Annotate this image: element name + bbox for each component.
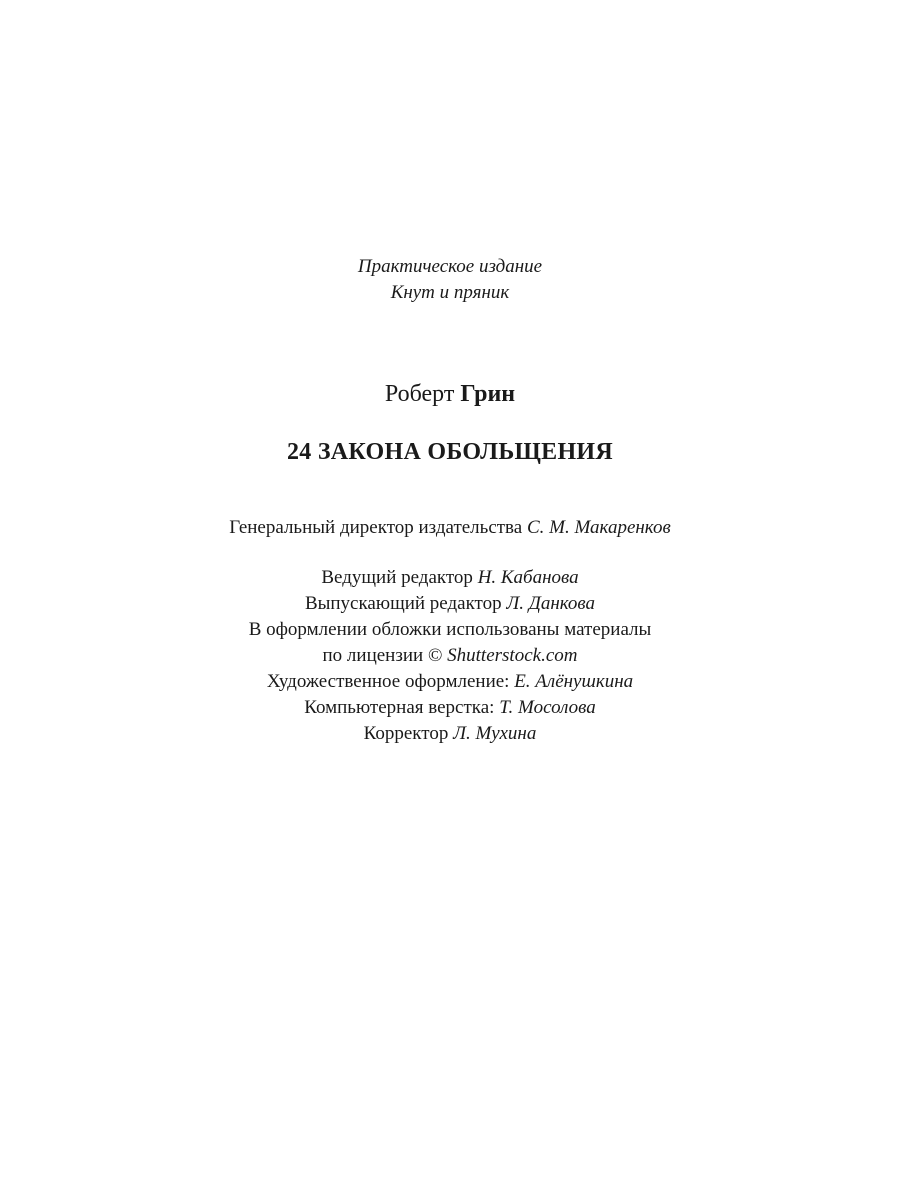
author-name (0, 378, 900, 410)
author-last-name: Грин (460, 381, 516, 407)
credits-block (0, 565, 900, 747)
issuing-editor-role: Выпускающий редактор (304, 593, 502, 614)
author-first-name: Роберт (384, 381, 455, 407)
layout-name: Т. Мосолова (499, 697, 596, 718)
issuing-editor-line (0, 591, 900, 617)
series-name: Кнут и пряник (390, 282, 510, 303)
layout-role: Компьютерная верстка: (304, 697, 495, 718)
issuing-editor-name: Л. Данкова (506, 593, 596, 614)
director-role: Генеральный директор издательства (229, 517, 523, 538)
lead-editor-name: Н. Кабанова (477, 567, 579, 588)
director-line (0, 515, 900, 541)
lead-editor-line (0, 565, 900, 591)
art-design-role: Художественное оформление: (266, 671, 510, 692)
cover-license-line (0, 643, 900, 669)
art-design-name: Е. Алёнушкина (514, 671, 634, 692)
director-name: С. М. Макаренков (526, 517, 671, 538)
series-info (0, 254, 900, 306)
layout-line (0, 695, 900, 721)
proofreader-name: Л. Мухина (453, 723, 537, 744)
proofreader-role: Корректор (363, 723, 449, 744)
cover-materials-line: В оформлении обложки использованы материалы (248, 619, 652, 640)
series-edition-type: Практическое издание (357, 256, 543, 277)
lead-editor-role: Ведущий редактор (321, 567, 473, 588)
cover-license-prefix: по лицензии © (322, 645, 443, 666)
cover-license-source: Shutterstock.com (447, 645, 578, 666)
proofreader-line (0, 721, 900, 747)
art-design-line (0, 669, 900, 695)
book-title: 24 ЗАКОНА ОБОЛЬЩЕНИЯ (286, 439, 614, 465)
